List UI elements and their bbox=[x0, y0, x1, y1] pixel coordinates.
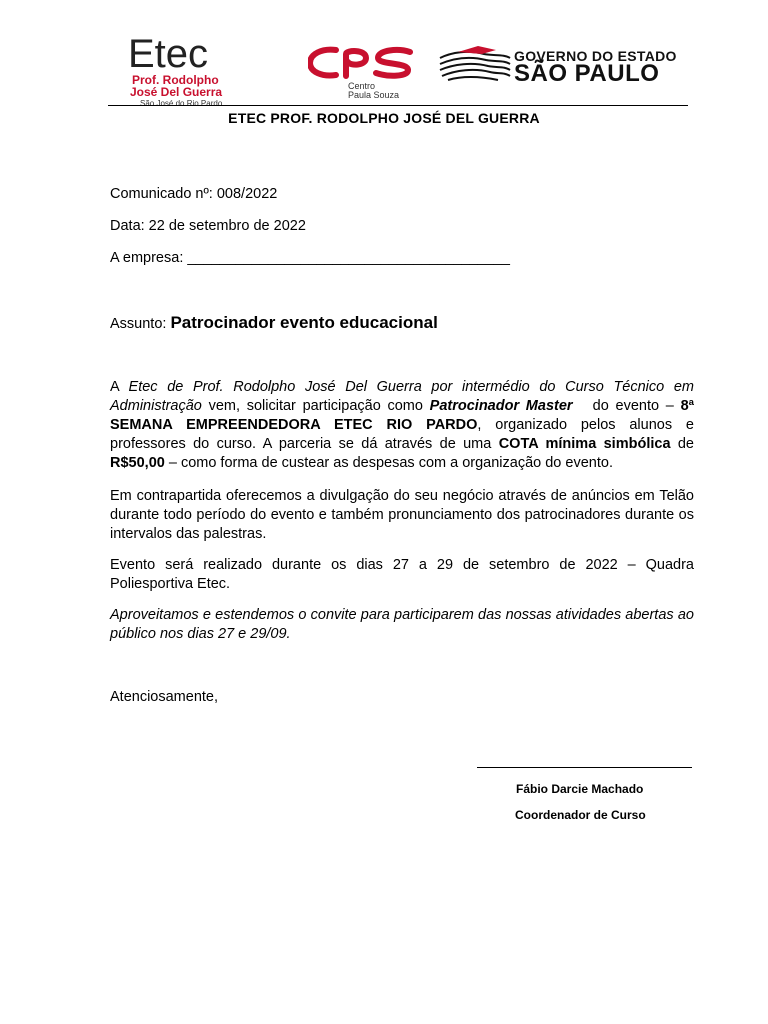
p1-sponsor-tier: Patrocinador Master bbox=[429, 398, 573, 414]
company-field: A empresa: ________________________________________ bbox=[110, 250, 510, 266]
cps-logo bbox=[308, 46, 418, 102]
signatory-name: Fábio Darcie Machado bbox=[516, 782, 644, 796]
cps-logo-sub2: Paula Souza bbox=[348, 90, 400, 100]
subject-line bbox=[110, 313, 438, 333]
gov-logo-line1: GOVERNO DO ESTADO bbox=[514, 48, 677, 64]
gov-logo-line2: SÃO PAULO bbox=[514, 60, 660, 87]
sp-map-emblem-icon bbox=[438, 44, 512, 88]
etec-logo bbox=[128, 34, 238, 109]
etec-logo-city: São José do Rio Pardo bbox=[140, 99, 223, 108]
body-paragraph-2: Em contrapartida oferecemos a divulgação do seu negócio através de anúncios em Telão durante todo período do evento e também pronunciamento dos patrocinadores durante os intervalos das palestras. bbox=[110, 488, 694, 542]
cps-logo-mark bbox=[308, 46, 416, 80]
body-paragraph-3: Evento será realizado durante os dias 27 a 29 de setembro de 2022 – Quadra Poliesportiva Etec. bbox=[110, 557, 694, 592]
p1-text-5: do evento – bbox=[572, 398, 681, 414]
header-divider bbox=[108, 105, 688, 106]
p1-text-3: vem, solicitar participação como bbox=[201, 398, 430, 414]
closing: Atenciosamente, bbox=[110, 689, 219, 705]
p1-event-name: 8ª SEMANA EMPREENDEDORA ETEC RIO PARDO bbox=[110, 398, 694, 433]
etec-logo-word: Etec bbox=[128, 32, 209, 76]
subject-value: Patrocinador evento educacional bbox=[170, 313, 438, 332]
signature-line bbox=[477, 767, 692, 768]
p1-text-11: – como forma de custear as despesas com a organização do evento. bbox=[164, 455, 613, 471]
p1-quota: COTA mínima simbólica bbox=[498, 436, 671, 452]
cps-logo-caption bbox=[348, 82, 399, 100]
subject-label: Assunto: bbox=[110, 316, 171, 332]
document-date: Data: 22 de setembro de 2022 bbox=[110, 218, 306, 234]
p1-italic-institution: Etec de Prof. Rodolpho José Del Guerra por intermédio do Curso Técnico em Administração bbox=[110, 379, 695, 414]
p1-amount: R$50,00 bbox=[110, 455, 165, 471]
signatory-role: Coordenador de Curso bbox=[515, 808, 646, 822]
etec-logo-line2: José Del Guerra bbox=[130, 85, 223, 99]
cps-logo-sub1: Centro bbox=[348, 81, 376, 91]
etec-logo-line1: Prof. Rodolpho bbox=[132, 73, 219, 87]
gov-sp-logo bbox=[438, 44, 688, 88]
body-paragraph-4: Aproveitamos e estendemos o convite para participarem das nossas atividades abertas ao público nos dias 27 e 29/09. bbox=[110, 607, 694, 642]
p1-text-1: A bbox=[110, 379, 129, 395]
p1-text-7: , organizado pelos alunos e professores do curso. A parceria se dá através de uma bbox=[110, 417, 694, 452]
school-title: ETEC PROF. RODOLPHO JOSÉ DEL GUERRA bbox=[228, 110, 540, 126]
p1-text-9: de bbox=[670, 436, 694, 452]
body-paragraph-1 bbox=[110, 378, 694, 473]
communique-number: Comunicado nº: 008/2022 bbox=[110, 186, 278, 202]
